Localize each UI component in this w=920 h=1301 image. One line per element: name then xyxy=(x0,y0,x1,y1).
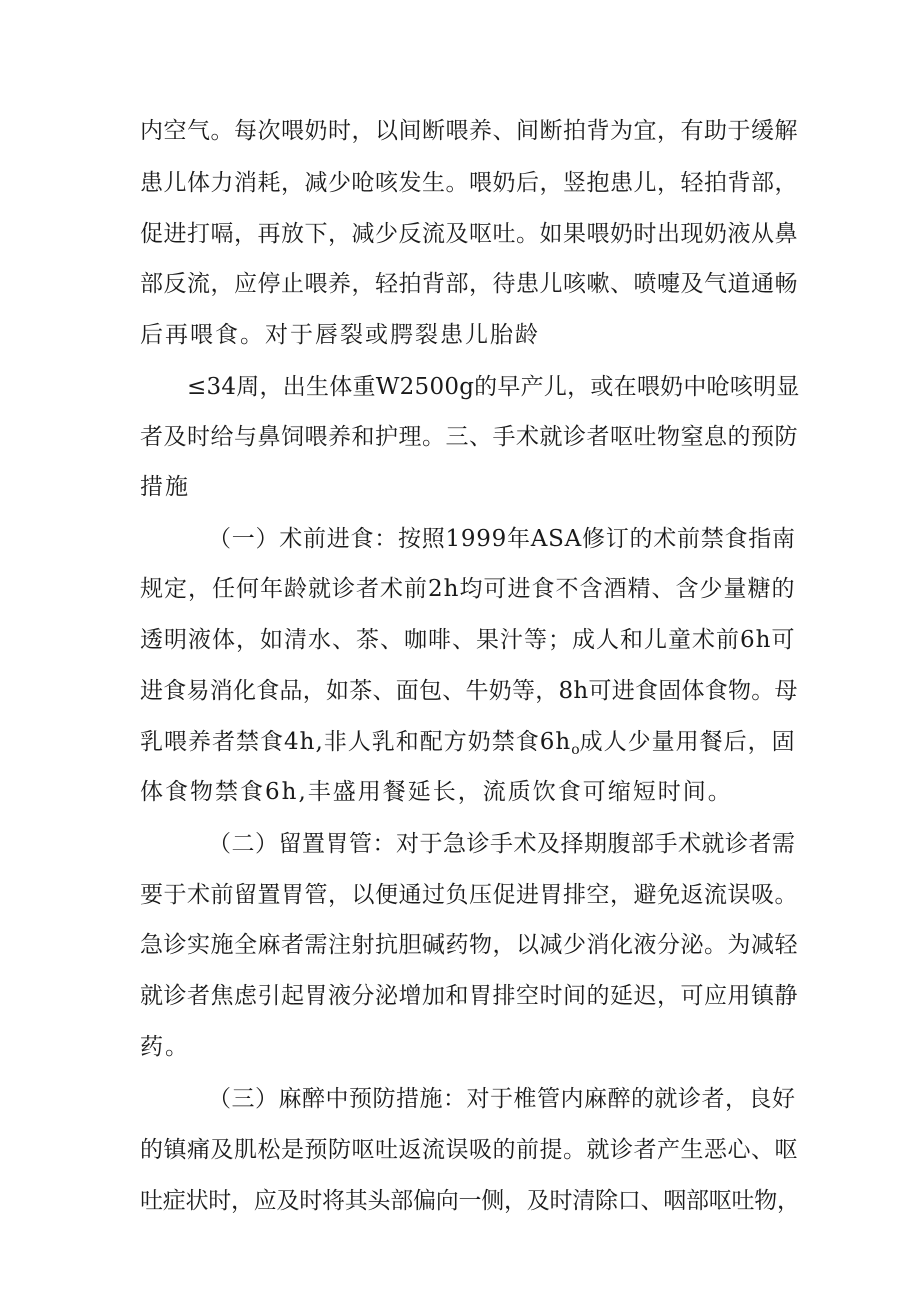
text-line: 患儿体力消耗，减少呛咳发生。喂奶后，竖抱患儿，轻拍背部， xyxy=(140,170,798,196)
text-line: 吐症状时，应及时将其头部偏向一侧，及时清除口、咽部呕吐物， xyxy=(140,1188,800,1214)
text-line: 就诊者焦虑引起胃液分泌增加和胃排空时间的延迟，可应用镇静 xyxy=(140,983,798,1009)
text-line: 后再喂食。对于唇裂或腭裂患儿胎龄 xyxy=(140,322,540,348)
text-line: 透明液体，如清水、茶、咖啡、果汁等；成人和儿童术前6h可 xyxy=(140,627,796,653)
text-segment: 乳喂养者禁食4h,非人乳和配方奶禁食6h xyxy=(140,729,572,755)
text-line: 部反流，应停止喂养，轻拍背部，待患儿咳嗽、喷嚏及气道通畅 xyxy=(140,271,798,297)
text-line: 进食易消化食品，如茶、面包、牛奶等，8h可进食固体食物。母 xyxy=(140,678,798,704)
text-line: 的镇痛及肌松是预防呕吐返流误吸的前提。就诊者产生恶心、呕 xyxy=(140,1137,798,1163)
subscript-text: o xyxy=(571,742,580,758)
text-line: 药。 xyxy=(140,1034,190,1060)
text-line: （一）术前进食：按照1999年ASA修订的术前禁食指南 xyxy=(208,526,796,552)
text-line: （二）留置胃管：对于急诊手术及择期腹部手术就诊者需 xyxy=(208,831,796,857)
text-line: 急诊实施全麻者需注射抗胆碱药物，以减少消化液分泌。为减轻 xyxy=(140,932,798,958)
text-line xyxy=(140,727,796,765)
text-line: 促进打嗝，再放下，减少反流及呕吐。如果喂奶时出现奶液从鼻 xyxy=(140,221,798,247)
text-line: ≤34周，出生体重W2500g的早产儿，或在喂奶中呛咳明显 xyxy=(187,374,800,400)
text-line: （三）麻醉中预防措施：对于椎管内麻醉的就诊者，良好 xyxy=(208,1086,796,1112)
text-line: 内空气。每次喂奶时，以间断喂养、间断拍背为宜，有助于缓解 xyxy=(140,118,798,144)
text-line: 要于术前留置胃管，以便通过负压促进胃排空，避免返流误吸。 xyxy=(140,882,798,908)
text-line: 者及时给与鼻饲喂养和护理。三、手术就诊者呕吐物窒息的预防 xyxy=(140,424,798,450)
text-line: 规定，任何年龄就诊者术前2h均可进食不含酒精、含少量糖的 xyxy=(140,576,796,602)
text-segment: 成人少量用餐后，固 xyxy=(579,729,796,755)
text-line: 体食物禁食6h,丰盛用餐延长，流质饮食可缩短时间。 xyxy=(140,779,733,805)
text-line: 措施 xyxy=(140,474,190,500)
